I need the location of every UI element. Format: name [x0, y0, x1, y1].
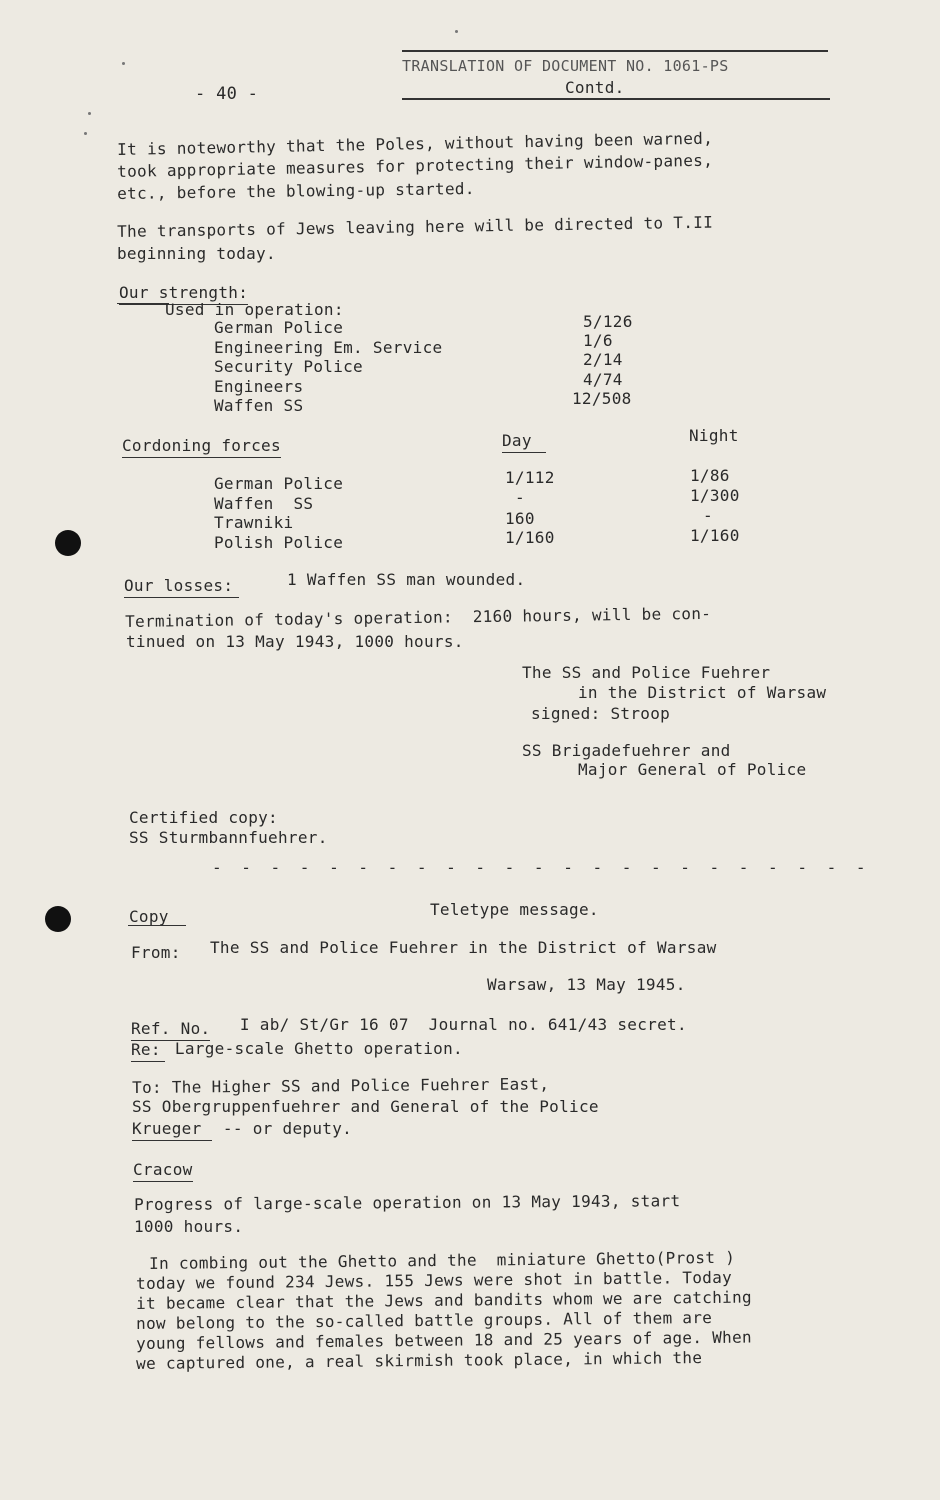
- ref-text: I ab/ St/Gr 16 07 Journal no. 641/43 secret.: [230, 1015, 687, 1034]
- paper-speck: [88, 112, 91, 115]
- cordoning-night: 1/160: [690, 526, 740, 545]
- city-label: Cracow: [133, 1160, 193, 1182]
- cordoning-day: 160: [505, 509, 535, 528]
- re-text: Large-scale Ghetto operation.: [165, 1039, 463, 1058]
- from-label: From:: [131, 943, 181, 962]
- strength-value: 12/508: [572, 389, 632, 408]
- paper-speck: [455, 30, 458, 33]
- cordoning-day: -: [515, 488, 525, 507]
- recipient-name-rest: -- or deputy.: [213, 1119, 353, 1138]
- strength-value: 5/126: [583, 312, 633, 331]
- copy-underline: [128, 925, 186, 926]
- cordoning-day-header: Day: [502, 431, 546, 453]
- punch-hole: [45, 906, 71, 932]
- paper-speck: [122, 62, 125, 65]
- cordoning-night: -: [703, 506, 713, 525]
- losses-text: 1 Waffen SS man wounded.: [287, 570, 526, 589]
- cordoning-label: Waffen SS: [214, 494, 314, 513]
- strength-label: Engineers: [214, 377, 304, 396]
- strength-label: Waffen SS: [214, 396, 304, 415]
- document-page: - 40 - TRANSLATION OF DOCUMENT NO. 1061-PS Contd. It is noteworthy that the Poles, without having been warned, took appropriate measures for protecting their window-panes, etc., before the blowing-up started. The transports of Jews leaving here will be directed to T.II beginning today. Our strength: Used in operation: German Police 5/126 Engineering Em. Service 1/6 Security Police 2/14 Engineers 4/74 Waffen SS 12/508 Cordoning forces Day Night German Police 1/112 1/86 Waffen SS - 1/300 Trawniki 160 - Polish Police 1/160 1/160 Our losses: 1 Waffen SS man wounded. Termination of today's operation: 2160 hours, will be con- tinued on 13 May 1943, 1000 hours. The SS and Police Fuehrer in the District of Warsaw signed: Stroop SS Brigadefuehrer and Major General of Police Certified copy: SS Sturmbannfuehrer. - - - - - - - - - - - - - - - - - - - - - - - Copy Teletype message. From: The SS and Police Fuehrer in the District of Warsaw Warsaw, 13 May 1945. Ref. No. I ab/ St/Gr 16 07 Journal no. 641/43 secret. Re: Large-scale Ghetto operation. To: The Higher SS and Police Fuehrer East, SS Obergruppenfuehrer and General of the Police Krueger -- or deputy. Cracow Progress of large-scale operation on 13 May 1943, start 1000 hours. In combing out the Ghetto and the miniature Ghetto(Prost ) today we found 234 Jews. 155 Jews were shot in battle. Today it became clear that the Jews and bandits whom we are catching now belong to the so-called battle groups. All of them are young fellows and females between 18 and 25 years of age. When we captured one, a real skirmish took place, in which the: [0, 0, 940, 1500]
- strength-label: Security Police: [214, 357, 363, 376]
- strength-subheading: Used in operation:: [165, 300, 344, 319]
- recipient-name: Krueger: [132, 1119, 212, 1141]
- re-label: Re:: [131, 1040, 165, 1062]
- cordoning-label: Trawniki: [214, 513, 294, 532]
- strength-label: Engineering Em. Service: [214, 338, 443, 357]
- cordoning-night: 1/86: [690, 466, 730, 485]
- header-rule-top: [402, 50, 828, 52]
- cordoning-heading: Cordoning forces: [122, 436, 281, 458]
- strength-heading: Our strength:: [119, 283, 248, 305]
- section-divider: - - - - - - - - - - - - - - - - - - - - - - -: [212, 858, 871, 877]
- page-number: - 40 -: [195, 84, 259, 104]
- cordoning-night: 1/300: [690, 486, 740, 505]
- document-title: TRANSLATION OF DOCUMENT NO. 1061-PS: [402, 57, 729, 75]
- from-text: The SS and Police Fuehrer in the District of Warsaw: [210, 938, 717, 957]
- strength-value: 2/14: [583, 350, 623, 369]
- place-date: Warsaw, 13 May 1945.: [487, 975, 686, 994]
- header-contd: Contd.: [565, 78, 625, 97]
- paper-speck: [84, 132, 87, 135]
- losses-label: Our losses:: [124, 576, 239, 598]
- cordoning-day: 1/112: [505, 468, 555, 487]
- punch-hole: [55, 530, 81, 556]
- strength-label: German Police: [214, 318, 344, 337]
- copy-label: Copy: [129, 907, 169, 926]
- strength-value: 4/74: [583, 370, 623, 389]
- strength-value: 1/6: [583, 331, 613, 350]
- cordoning-day: 1/160: [505, 528, 555, 547]
- cordoning-night-header: Night: [689, 426, 739, 445]
- header-rule-bottom: [402, 98, 830, 100]
- teletype-title: Teletype message.: [430, 900, 599, 919]
- cordoning-label: German Police: [214, 474, 344, 493]
- strength-sub-rule: [117, 303, 169, 304]
- cordoning-label: Polish Police: [214, 533, 344, 552]
- ref-label: Ref. No.: [131, 1019, 210, 1041]
